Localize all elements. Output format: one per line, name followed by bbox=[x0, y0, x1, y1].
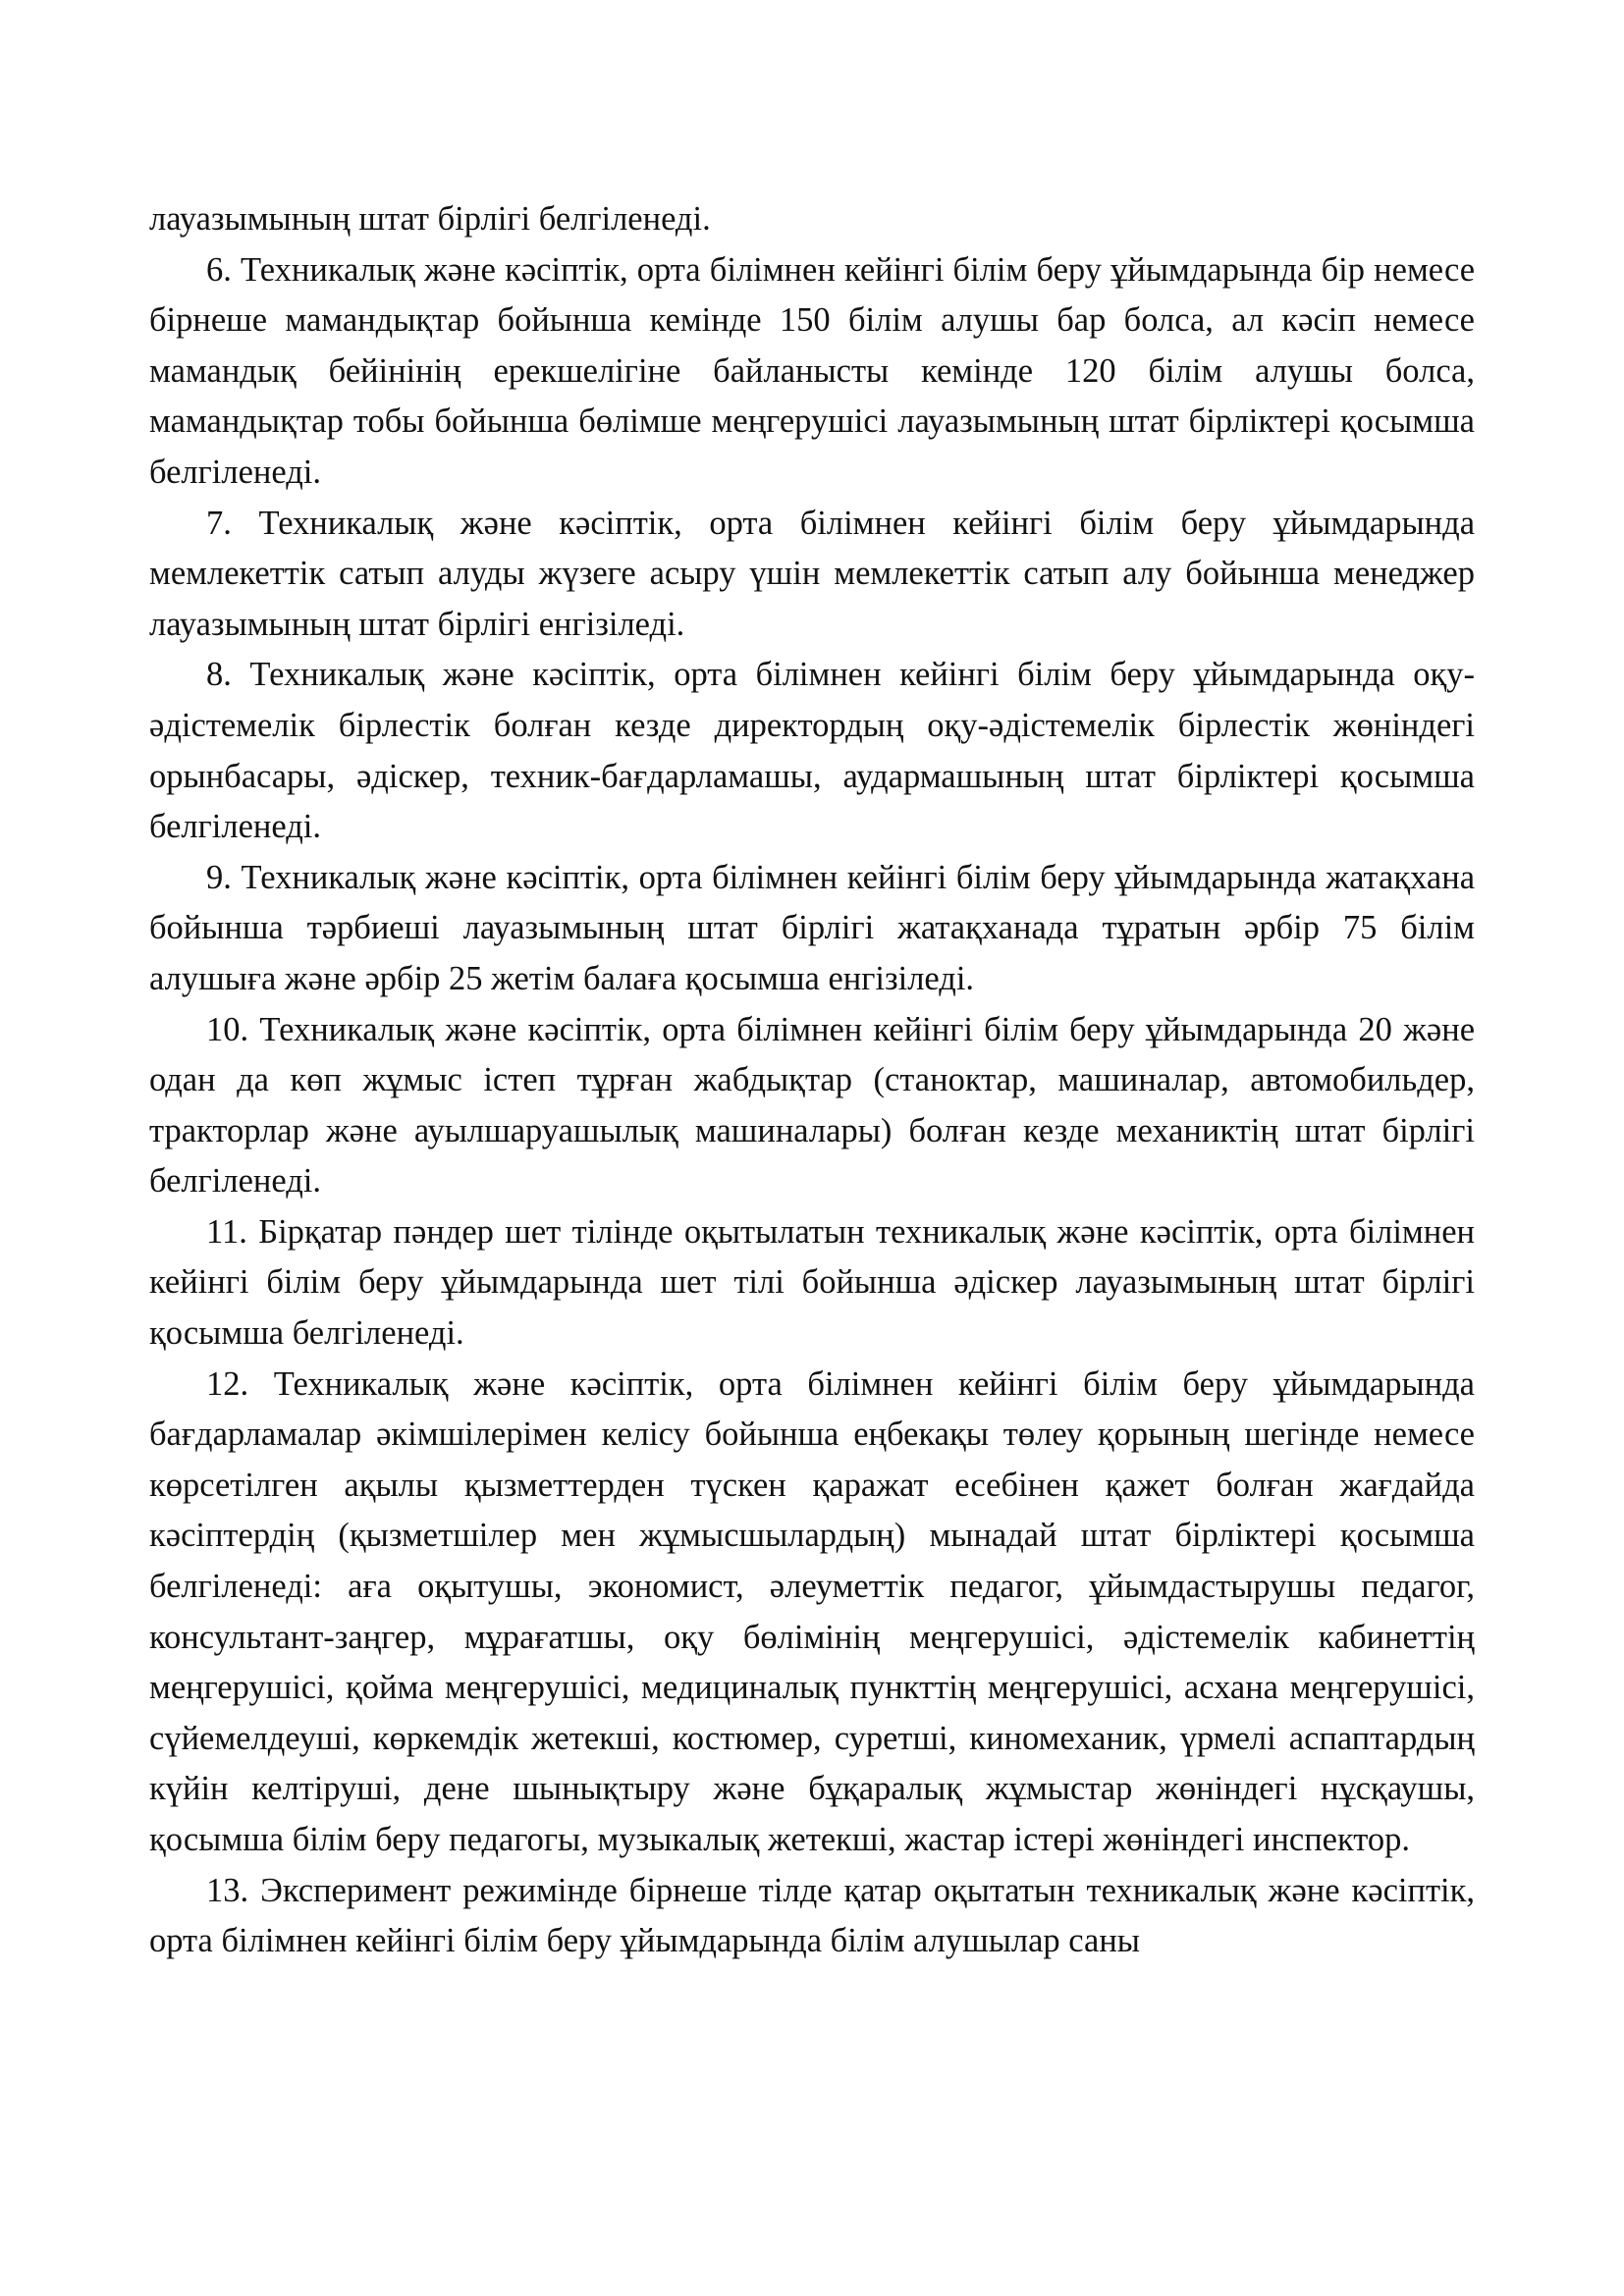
paragraph-number: 13. bbox=[206, 1871, 249, 1909]
paragraph-text: Эксперимент режимінде бірнеше тілде қатар оқытатын техникалық және кәсіптік, орта білімнен кейінгі білім беру ұйымдарында білім алушылар саны bbox=[149, 1871, 1475, 1960]
paragraph-text: Техникалық және кәсіптік, орта білімнен кейінгі білім беру ұйымдарында оқу-әдістемелік бірлестік болған кезде директордың оқу-әдістемелік бірлестік жөніндегі орынбасары, әдіскер, техник-бағдарламашы, аудармашының штат бірліктері қосымша белгіленеді. bbox=[149, 656, 1476, 846]
paragraph-text: лауазымының штат бірлігі белгіленеді. bbox=[149, 200, 711, 238]
paragraph-text: Техникалық және кәсіптік, орта білімнен кейінгі білім беру ұйымдарында 20 және одан да көп жұмыс істеп тұрған жабдықтар (станоктар, машиналар, автомобильдер, тракторлар және ауылшаруашылық машиналары) болған кезде механиктің штат бірлігі белгіленеді. bbox=[149, 1010, 1476, 1201]
paragraph-number: 11. bbox=[206, 1212, 247, 1251]
document-page bbox=[149, 194, 1475, 1967]
paragraph-8 bbox=[149, 650, 1475, 852]
paragraph-10 bbox=[149, 1005, 1475, 1207]
paragraph-9 bbox=[149, 853, 1475, 1005]
paragraph-text: Техникалық және кәсіптік, орта білімнен кейінгі білім беру ұйымдарында мемлекеттік сатып алуды жүзеге асыру үшін мемлекеттік сатып алу бойынша менеджер лауазымының штат бірлігі енгізіледі. bbox=[149, 504, 1476, 643]
paragraph-number: 7. bbox=[206, 504, 232, 542]
paragraph-7 bbox=[149, 499, 1475, 651]
paragraph-number: 6. bbox=[206, 250, 232, 289]
paragraph-text: Техникалық және кәсіптік, орта білімнен кейінгі білім беру ұйымдарында жатақхана бойынша тәрбиеші лауазымының штат бірлігі жатақханада тұратын әрбір 75 білім алушыға және әрбір 25 жетім балаға қосымша енгізіледі. bbox=[149, 858, 1476, 997]
paragraph-text: Техникалық және кәсіптік, орта білімнен кейінгі білім беру ұйымдарында бір немесе бірнеше мамандықтар бойынша кемінде 150 білім алушы бар болса, ал кәсіп немесе мамандық бейінінің ерекшелігіне байланысты кемінде 120 білім алушы болса, мамандықтар тобы бойынша бөлімше меңгерушісі лауазымының штат бірліктері қосымша белгіленеді. bbox=[149, 250, 1476, 491]
paragraph-13 bbox=[149, 1866, 1475, 1967]
paragraph-6 bbox=[149, 245, 1475, 499]
paragraph-continuation bbox=[149, 194, 1475, 245]
paragraph-11 bbox=[149, 1207, 1475, 1360]
paragraph-number: 12. bbox=[206, 1364, 249, 1403]
paragraph-text: Бірқатар пәндер шет тілінде оқытылатын техникалық және кәсіптік, орта білімнен кейінгі білім беру ұйымдарында шет тілі бойынша әдіскер лауазымының штат бірлігі қосымша белгіленеді. bbox=[149, 1212, 1476, 1353]
paragraph-number: 9. bbox=[206, 858, 232, 896]
paragraph-12 bbox=[149, 1360, 1475, 1866]
paragraph-number: 8. bbox=[206, 656, 232, 694]
paragraph-text: Техникалық және кәсіптік, орта білімнен кейінгі білім беру ұйымдарында бағдарламалар әкімшілерімен келісу бойынша еңбекақы төлеу қорының шегінде немесе көрсетілген ақылы қызметтерден түскен қаражат есебінен қажет болған жағдайда кәсіптердің (қызметшілер мен жұмысшылардың) мынадай штат бірліктері қосымша белгіленеді: аға оқытушы, экономист, әлеуметтік педагог, ұйымдастырушы педагог, консультант-заңгер, мұрағатшы, оқу бөлімінің меңгерушісі, әдістемелік кабинеттің меңгерушісі, қойма меңгерушісі, медициналық пункттің меңгерушісі, асхана меңгерушісі, сүйемелдеуші, көркемдік жетекші, костюмер, суретші, киномеханик, үрмелі аспаптардың күйін келтіруші, дене шынықтыру және бұқаралық жұмыстар жөніндегі нұсқаушы, қосымша білім беру педагогы, музыкалық жетекші, жастар істері жөніндегі инспектор. bbox=[149, 1364, 1475, 1858]
paragraph-number: 10. bbox=[206, 1010, 249, 1048]
